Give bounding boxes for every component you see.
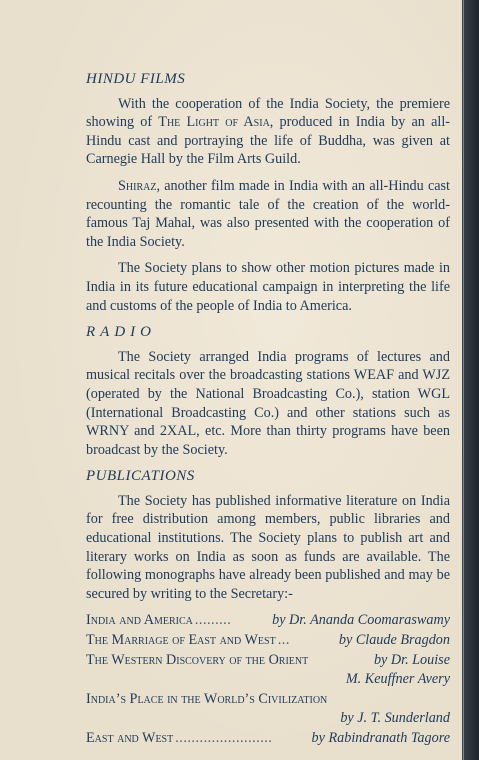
page-content bbox=[86, 70, 450, 749]
monograph-entry bbox=[86, 690, 450, 710]
hindu-films-paragraph-3: The Society plans to show other motion pictures made in India in its future educational campaign in interpreting the life and customs of the people of India to America. bbox=[86, 260, 450, 314]
monograph-list bbox=[86, 611, 450, 748]
section-heading-hindu-films: HINDU FILMS bbox=[86, 71, 186, 87]
leader-dots: ... bbox=[277, 632, 290, 649]
monograph-title: The Marriage of East and West bbox=[86, 632, 276, 649]
monograph-title: India’s Place in the World’s Civilization bbox=[86, 690, 328, 707]
radio-paragraph: The Society arranged India programs of lectures and musical recitals over the broadcasting stations WEAF and WJZ (operated by the National Broadcasting Co.), station WGL (International Broadcasting Co.) and other stations such as WRNY and 2XAL, etc. More than thirty programs have been broadcast by the Society. bbox=[86, 348, 450, 458]
monograph-title: India and America bbox=[86, 612, 193, 629]
monograph-entry bbox=[86, 729, 450, 749]
film-title-light-of-asia: The Light of Asia bbox=[158, 114, 270, 131]
leader-dots: ......... bbox=[194, 612, 232, 629]
monograph-title: East and West bbox=[86, 730, 174, 746]
hindu-films-paragraph-1 bbox=[86, 95, 450, 169]
monograph-author: by Rabindranath Tagore bbox=[311, 730, 450, 746]
book-cover-edge bbox=[462, 0, 479, 760]
monograph-author-continued: M. Keuffner Avery bbox=[345, 671, 450, 688]
monograph-author: by Dr. Ananda Coomaraswamy bbox=[272, 612, 450, 629]
monograph-author: by J. T. Sunderland bbox=[340, 710, 450, 727]
monograph-author: by Claude Bragdon bbox=[338, 632, 450, 649]
text-run: , another film made in India with an all-Hindu cast recounting the romantic tale of the creation of the world-famous Taj Mahal, was also presented with the cooperation of the India Society. bbox=[86, 177, 450, 250]
monograph-entry bbox=[86, 651, 450, 671]
monograph-title: The Western Discovery of the Orient bbox=[86, 651, 309, 668]
text-run: With the cooperation of the India Society, the premiere showing of bbox=[86, 95, 450, 131]
section-heading-publications: PUBLICATIONS bbox=[86, 468, 195, 485]
leader-dots: ........................ bbox=[175, 730, 273, 746]
hindu-films-paragraph-2 bbox=[86, 177, 450, 251]
monograph-author: by Dr. Louise bbox=[373, 651, 450, 668]
text-run: , produced in India by an all-Hindu cast and portraying the life of Buddha, was given at Carnegie Hall by the Film Arts Guild. bbox=[86, 114, 450, 168]
publications-paragraph: The Society has published informative literature on India for free distribution among members, public libraries and educational institutions. The Society plans to publish art and literary works on India as soon as funds are available. The following monographs have already been published and may be secured by writing to the Secretary:- bbox=[86, 492, 450, 602]
film-title-shiraz: Shiraz bbox=[118, 177, 157, 194]
section-heading-radio: RADIO bbox=[86, 324, 156, 341]
monograph-entry bbox=[86, 631, 450, 651]
monograph-entry bbox=[86, 611, 450, 631]
